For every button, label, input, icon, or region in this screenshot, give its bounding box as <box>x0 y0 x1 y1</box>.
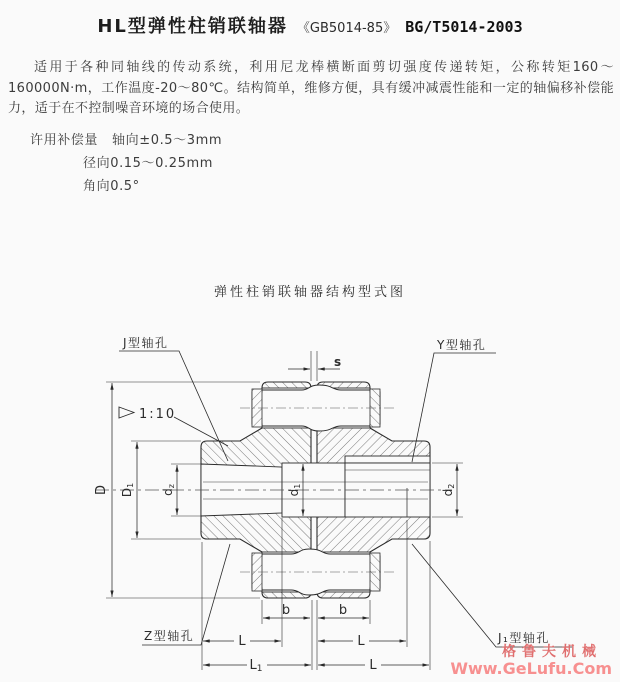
watermark-company: 格鲁夫机械 <box>502 643 602 660</box>
compensation-line-axial <box>30 129 222 148</box>
leader-taper <box>174 417 228 446</box>
dim-label-b-left: b <box>281 603 291 618</box>
callout-y-hole: Y型轴孔 <box>437 338 487 352</box>
dim-label-L-left: L <box>238 634 246 649</box>
compensation-label: 许用补偿量 <box>30 133 99 148</box>
watermark-url: Www.GeLufu.Com <box>450 658 612 678</box>
callout-j1-hole: J₁型轴孔 <box>498 631 550 645</box>
page-title-row <box>0 12 620 38</box>
dim-label-L-right: L <box>357 634 365 649</box>
dim-label-d1: d1 <box>287 483 302 497</box>
compensation-line-radial: 径向0.15～0.25mm <box>83 156 214 171</box>
dim-label-d2: d2 <box>441 483 456 497</box>
dim-label-dz: dz <box>161 484 176 496</box>
taper-symbol-icon <box>119 407 134 418</box>
dim-label-L-bottom-right: L <box>369 658 377 673</box>
dim-label-b-right: b <box>338 603 348 618</box>
dim-label-s: s <box>334 355 342 369</box>
dim-label-D1: D1 <box>120 482 135 498</box>
callout-z-hole: Z型轴孔 <box>144 629 195 643</box>
dim-label-D: D <box>94 484 109 496</box>
standard-new-label: BG/T5014-2003 <box>405 18 523 36</box>
callout-taper-ratio: 1:10 <box>139 407 177 422</box>
compensation-line-angular: 角向0.5° <box>83 179 140 194</box>
right-bore-keyway <box>345 456 430 463</box>
figure-caption: 弹性柱销联轴器结构型式图 <box>213 285 406 300</box>
dim-label-L1: L1 <box>249 658 263 674</box>
callout-j-hole: J型轴孔 <box>123 336 169 350</box>
axial-value: 轴向±0.5～3mm <box>112 133 223 148</box>
page-title: HL型弹性柱销联轴器 <box>97 16 288 37</box>
coupling-cross-section-diagram <box>0 330 620 682</box>
standard-old-label: 《GB5014-85》 <box>296 21 397 36</box>
description-paragraph: 适用于各种同轴线的传动系统，利用尼龙棒横断面剪切强度传递转矩，公称转矩160～160000N·m，工作温度-20～80℃。结构简单，维修方便，具有缓冲减震性能和一定的轴偏移补偿能力，适于在不控制噪音环境的场合使用。 <box>8 60 614 117</box>
